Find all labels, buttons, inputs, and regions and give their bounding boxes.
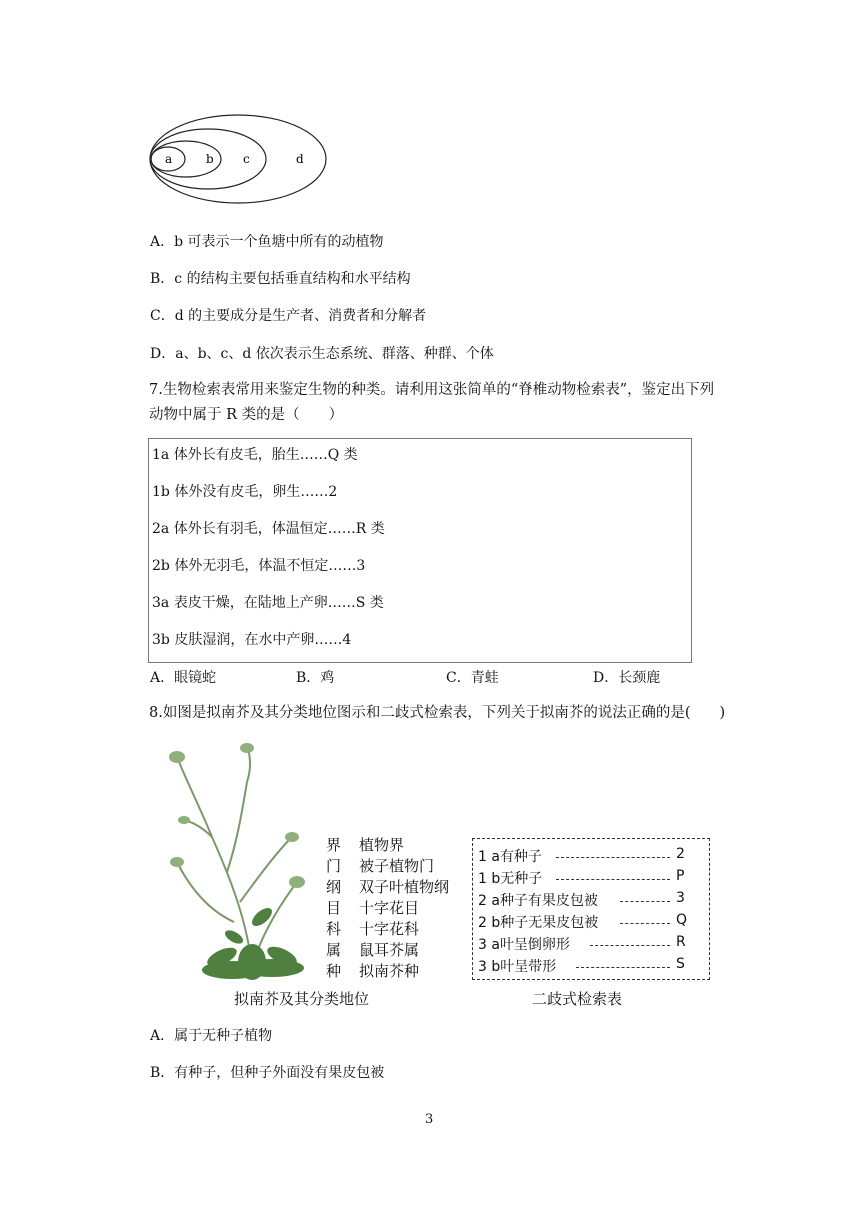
- q6-option-c[interactable]: C．d 的主要成分是生产者、消费者和分解者: [150, 308, 427, 324]
- key-row: [478, 890, 708, 910]
- q6-option-a[interactable]: A．b 可表示一个鱼塘中所有的动植物: [150, 234, 384, 250]
- q8-option-a[interactable]: A．属于无种子植物: [150, 1028, 273, 1044]
- classification-row: [326, 876, 449, 897]
- key-code: 1 a: [478, 849, 500, 865]
- q6-option-b[interactable]: B．c 的结构主要包括垂直结构和水平结构: [150, 271, 411, 287]
- rank-label: 属: [326, 941, 342, 959]
- rank-label: 种: [326, 962, 342, 980]
- key-result: R: [676, 934, 686, 950]
- key-text: 叶呈倒卵形: [499, 937, 570, 953]
- classification-row: [326, 918, 419, 939]
- q8-option-b[interactable]: B．有种子，但种子外面没有果皮包被: [150, 1065, 385, 1081]
- label-c: c: [243, 152, 250, 166]
- arabidopsis-plant-illustration: [152, 742, 322, 982]
- rank-label: 界: [326, 836, 342, 854]
- key-result: Q: [676, 912, 688, 928]
- key-code: 3 a: [478, 937, 500, 953]
- key-row: [478, 912, 708, 932]
- leader-line: [556, 857, 670, 858]
- page-number: 3: [425, 1112, 434, 1127]
- label-d: d: [296, 152, 304, 166]
- key-text: 种子有果皮包被: [499, 893, 598, 909]
- key-row: [478, 868, 708, 888]
- key-text: 种子无果皮包被: [500, 915, 599, 931]
- key-row: [478, 934, 708, 954]
- caption-dichotomous-key: 二歧式检索表: [532, 990, 623, 1008]
- q7-stem-line1: 7.生物检索表常用来鉴定生物的种类。请利用这张简单的“脊椎动物检索表”，鉴定出下列: [149, 382, 715, 398]
- key-line-3a: 3a 表皮干燥，在陆地上产卵……S 类: [152, 595, 384, 611]
- leader-line: [556, 879, 670, 880]
- rank-label: 科: [326, 920, 342, 938]
- key-code: 2 a: [478, 893, 500, 909]
- key-row: [478, 846, 708, 866]
- classification-row: [326, 960, 419, 981]
- leader-line: [590, 945, 670, 946]
- rank-label: 目: [326, 899, 342, 917]
- q6-option-d[interactable]: D．a、b、c、d 依次表示生态系统、群落、种群、个体: [150, 346, 494, 362]
- taxon-name: 鼠耳芥属: [359, 941, 420, 959]
- rank-label: 门: [326, 857, 342, 875]
- key-line-1b: 1b 体外没有皮毛，卵生……2: [152, 484, 338, 500]
- key-code: 2 b: [478, 915, 501, 931]
- q7-option-d[interactable]: D．长颈鹿: [593, 670, 661, 686]
- classification-row: [326, 897, 419, 918]
- key-text: 无种子: [500, 871, 543, 887]
- key-text: 叶呈带形: [500, 959, 557, 975]
- key-line-3b: 3b 皮肤湿润，在水中产卵……4: [152, 632, 352, 648]
- label-b: b: [206, 152, 214, 166]
- key-row: [478, 956, 708, 976]
- taxon-name: 双子叶植物纲: [359, 878, 450, 896]
- key-result: 2: [676, 846, 685, 862]
- key-line-2b: 2b 体外无羽毛，体温不恒定……3: [152, 558, 366, 574]
- classification-row: [326, 939, 419, 960]
- key-text: 有种子: [499, 849, 542, 865]
- taxon-name: 被子植物门: [359, 857, 435, 875]
- leader-line: [620, 901, 670, 902]
- key-code: 3 b: [478, 959, 501, 975]
- q7-option-a[interactable]: A．眼镜蛇: [150, 670, 217, 686]
- taxon-name: 十字花科: [359, 920, 420, 938]
- caption-classification: 拟南芥及其分类地位: [234, 990, 370, 1008]
- key-result: S: [676, 956, 685, 972]
- q8-stem: 8.如图是拟南芥及其分类地位图示和二歧式检索表，下列关于拟南芥的说法正确的是( ): [149, 705, 726, 721]
- leader-line: [620, 923, 670, 924]
- key-result: 3: [676, 890, 685, 906]
- leader-line: [576, 967, 670, 968]
- key-code: 1 b: [478, 871, 501, 887]
- key-result: P: [676, 868, 685, 884]
- taxon-name: 十字花目: [359, 899, 420, 917]
- taxon-name: 拟南芥种: [359, 962, 420, 980]
- classification-row: [326, 855, 434, 876]
- label-a: a: [165, 152, 173, 166]
- q7-stem-line2: 动物中属于 R 类的是（ ）: [149, 407, 344, 423]
- nested-ellipses-figure: [148, 112, 328, 208]
- q7-option-c[interactable]: C．青蛙: [446, 670, 499, 686]
- key-line-1a: 1a 体外长有皮毛，胎生……Q 类: [152, 447, 358, 463]
- key-line-2a: 2a 体外长有羽毛，体温恒定……R 类: [152, 521, 385, 537]
- taxon-name: 植物界: [359, 836, 405, 854]
- classification-row: [326, 834, 404, 855]
- q7-option-b[interactable]: B．鸡: [296, 670, 335, 686]
- rank-label: 纲: [326, 878, 342, 896]
